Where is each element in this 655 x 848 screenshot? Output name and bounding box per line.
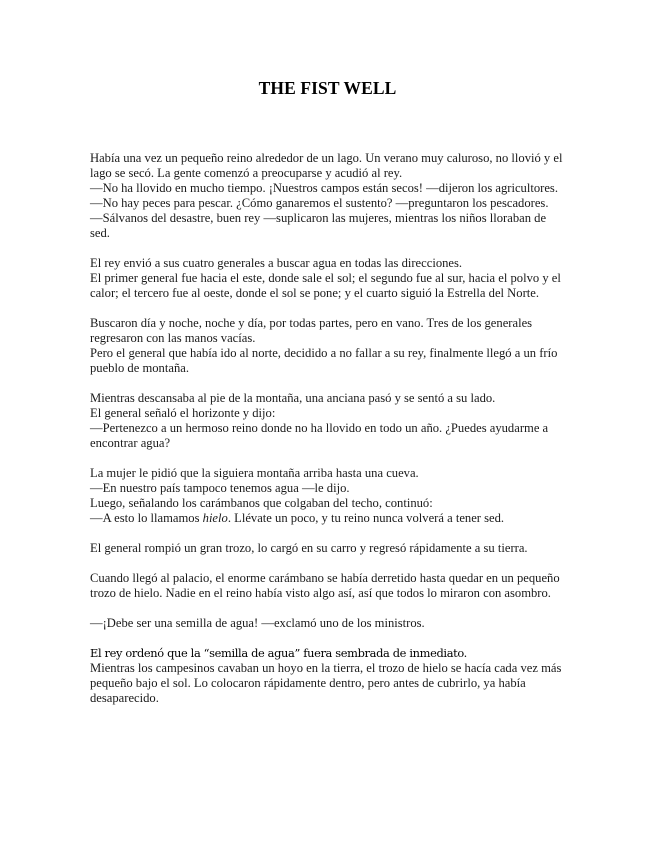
- paragraph-7: [90, 571, 568, 601]
- text-line: —Sálvanos del desastre, buen rey —suplicaron las mujeres, mientras los niños lloraban de sed.: [90, 211, 547, 240]
- paragraph-8: [90, 616, 568, 631]
- text-line: El rey envió a sus cuatro generales a buscar agua en todas las direcciones.: [90, 256, 463, 270]
- paragraph-1: [90, 151, 568, 241]
- text-line: Luego, señalando los carámbanos que colgaban del techo, continuó:: [90, 496, 433, 510]
- paragraph-3: [90, 316, 568, 376]
- text-line-alt-font: El rey ordenó que la “semilla de agua” fuera sembrada de inmediato.: [90, 646, 467, 660]
- text-line: El general rompió un gran trozo, lo cargó en su carro y regresó rápidamente a su tierra.: [90, 541, 528, 555]
- italic-word: hielo: [202, 511, 228, 525]
- paragraph-4: [90, 391, 568, 451]
- text-line: Había una vez un pequeño reino alrededor de un lago. Un verano muy caluroso, no llovió y el lago se secó. La gente comenzó a preocuparse y acudió al rey.: [90, 151, 563, 180]
- text-line: Cuando llegó al palacio, el enorme carámbano se había derretido hasta quedar en un pequeño trozo de hielo. Nadie en el reino había visto algo así, así que todos lo miraron con asombro.: [90, 571, 560, 600]
- text-line: —No ha llovido en mucho tiempo. ¡Nuestros campos están secos! —dijeron los agricultores.: [90, 181, 558, 195]
- text-fragment: —A esto lo llamamos: [90, 511, 203, 525]
- document-title: THE FIST WELL: [258, 78, 397, 98]
- text-line: El primer general fue hacia el este, donde sale el sol; el segundo fue al sur, hacia el polvo y el calor; el tercero fue al oeste, donde el sol se pone; y el cuarto siguió la Estrella del Norte.: [90, 271, 561, 300]
- paragraph-9: [90, 646, 568, 706]
- text-line-with-italic: [90, 511, 568, 526]
- text-line: El general señaló el horizonte y dijo:: [90, 406, 276, 420]
- text-line: —Pertenezco a un hermoso reino donde no ha llovido en todo un año. ¿Puedes ayudarme a encontrar agua?: [90, 421, 549, 450]
- text-line: Pero el general que había ido al norte, decidido a no fallar a su rey, finalmente llegó a un frío pueblo de montaña.: [90, 346, 558, 375]
- text-line: —No hay peces para pescar. ¿Cómo ganaremos el sustento? —preguntaron los pescadores.: [90, 196, 549, 210]
- text-line: La mujer le pidió que la siguiera montaña arriba hasta una cueva.: [90, 466, 419, 480]
- story-body: [90, 151, 568, 721]
- paragraph-6: [90, 541, 568, 556]
- text-fragment: . Llévate un poco, y tu reino nunca volverá a tener sed.: [227, 511, 505, 525]
- text-line: Buscaron día y noche, noche y día, por todas partes, pero en vano. Tres de los generales regresaron con las manos vacías.: [90, 316, 533, 345]
- text-line: Mientras descansaba al pie de la montaña, una anciana pasó y se sentó a su lado.: [90, 391, 496, 405]
- paragraph-5: [90, 466, 568, 526]
- text-line: —En nuestro país tampoco tenemos agua —le dijo.: [90, 481, 350, 495]
- text-line: Mientras los campesinos cavaban un hoyo en la tierra, el trozo de hielo se hacía cada vez más pequeño bajo el sol. Lo colocaron rápidamente dentro, pero antes de cubrirlo, ya había desaparecido.: [90, 661, 562, 705]
- paragraph-2: [90, 256, 568, 301]
- text-line: —¡Debe ser una semilla de agua! —exclamó uno de los ministros.: [90, 616, 425, 630]
